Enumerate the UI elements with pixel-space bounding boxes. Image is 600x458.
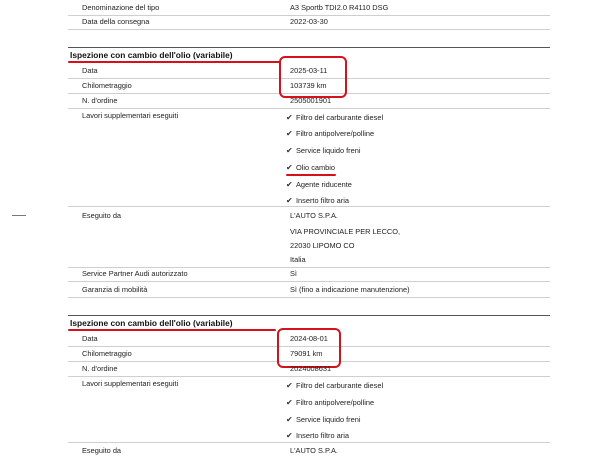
executed-line: Italia [290, 255, 306, 264]
order-label: N. d'ordine [82, 96, 118, 105]
work-item: ✔ Filtro antipolvere/polline [286, 129, 375, 138]
checkmark-icon: ✔ [286, 163, 293, 172]
work-item: ✔ Inserto filtro aria [286, 196, 349, 205]
checkmark-icon: ✔ [286, 113, 293, 122]
executed-line: L'AUTO S.P.A. [290, 446, 338, 455]
partner-label: Service Partner Audi autorizzato [82, 269, 188, 278]
section-divider [68, 47, 550, 48]
section-title: Ispezione con cambio dell'olio (variabile) [70, 50, 233, 60]
partner-row [68, 266, 550, 282]
partner-value: Sì [290, 269, 297, 278]
km-value: 103739 km [290, 81, 327, 90]
mobility-label: Garanzia di mobilità [82, 285, 148, 294]
executed-row [68, 238, 550, 253]
executed-line: VIA PROVINCIALE PER LECCO, [290, 227, 401, 236]
order-label: N. d'ordine [82, 364, 118, 373]
checkmark-icon: ✔ [286, 415, 293, 424]
work-item: ✔ Filtro antipolvere/polline [286, 398, 375, 407]
checkmark-icon: ✔ [286, 398, 293, 407]
work-item: ✔ Filtro del carburante diesel [286, 113, 384, 122]
delivery-label: Data della consegna [82, 17, 150, 26]
type-label: Denominazione del tipo [82, 3, 160, 12]
work-item: ✔ Service liquido freni [286, 415, 361, 424]
service-record-page [64, 0, 550, 455]
margin-dash [12, 215, 26, 216]
type-value: A3 Sportb TDI2.0 R4110 DSG [290, 3, 389, 12]
executed-row [68, 443, 550, 458]
date-label: Data [82, 66, 98, 75]
checkmark-icon: ✔ [286, 381, 293, 390]
work-item: ✔ Service liquido freni [286, 146, 361, 155]
section-divider [68, 315, 550, 316]
executed-line: 22030 LIPOMO CO [290, 241, 355, 250]
executed-row [68, 224, 550, 239]
executed-row [68, 208, 550, 223]
checkmark-icon: ✔ [286, 180, 293, 189]
work-item-highlighted: ✔ Olio cambio [286, 163, 336, 172]
date-km-highlight [279, 56, 347, 98]
order-value: 2505001901 [290, 96, 332, 105]
delivery-row [68, 14, 550, 30]
work-item: ✔ Agente riducente [286, 180, 352, 189]
work-label: Lavori supplementari eseguiti [82, 379, 179, 388]
date-value: 2024-08-01 [290, 334, 328, 343]
work-label: Lavori supplementari eseguiti [82, 111, 179, 120]
km-label: Chilometraggio [82, 81, 132, 90]
km-label: Chilometraggio [82, 349, 132, 358]
order-value: 2024008631 [290, 364, 332, 373]
row-divider [68, 206, 550, 207]
mobility-row [68, 282, 550, 298]
mobility-value: Sì (fino a indicazione manutenzione) [290, 285, 410, 294]
item-underline [286, 174, 336, 176]
executed-label: Eseguito da [82, 446, 122, 455]
km-value: 79091 km [290, 349, 323, 358]
order-row [68, 93, 550, 109]
section-title: Ispezione con cambio dell'olio (variabile) [70, 318, 233, 328]
order-row [68, 361, 550, 377]
delivery-value: 2022-03-30 [290, 17, 328, 26]
executed-line: L'AUTO S.P.A. [290, 211, 338, 220]
date-label: Data [82, 334, 98, 343]
work-item: ✔ Filtro del carburante diesel [286, 381, 384, 390]
checkmark-icon: ✔ [286, 196, 293, 205]
work-item: ✔ Inserto filtro aria [286, 431, 349, 440]
checkmark-icon: ✔ [286, 146, 293, 155]
date-value: 2025-03-11 [290, 66, 328, 75]
checkmark-icon: ✔ [286, 129, 293, 138]
checkmark-icon: ✔ [286, 431, 293, 440]
executed-label: Eseguito da [82, 211, 122, 220]
